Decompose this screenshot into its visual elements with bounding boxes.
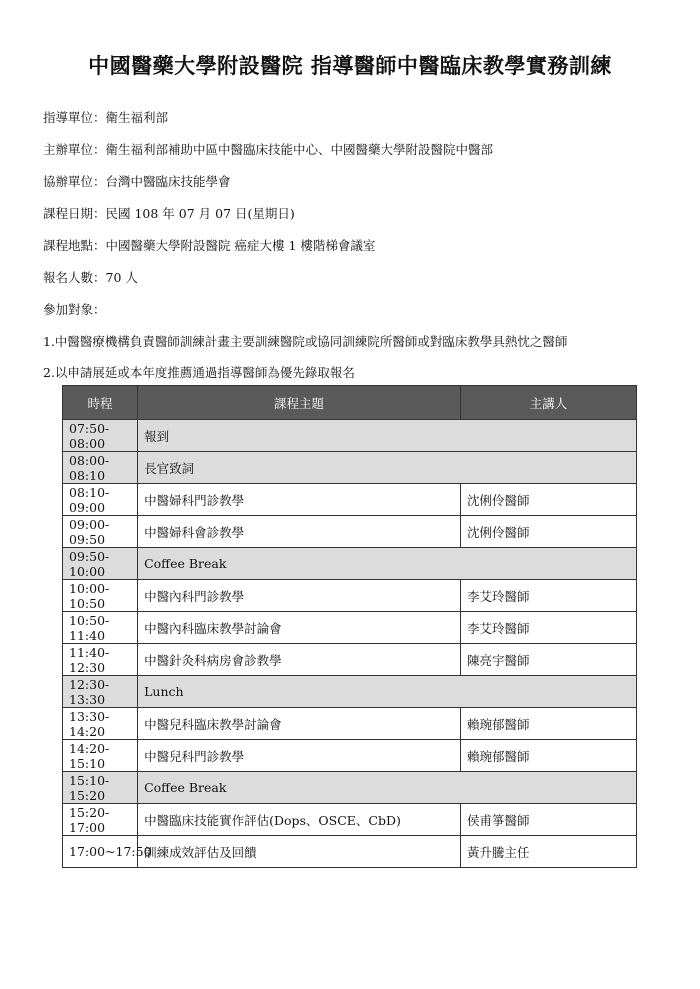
row-topic: 中醫臨床技能實作評估(Dops、OSCE、CbD) <box>138 804 461 836</box>
info-course-location: 課程地點：中國醫藥大學附設醫院 癌症大樓 1 樓階梯會議室 <box>43 238 376 253</box>
row-topic: 中醫針灸科病房會診教學 <box>138 644 461 676</box>
row-topic: 中醫婦科會診教學 <box>138 516 461 548</box>
row-time: 09:50-10:00 <box>63 548 138 580</box>
header-speaker: 主講人 <box>461 386 637 420</box>
row-speaker: 李艾玲醫師 <box>461 580 637 612</box>
header-time: 時程 <box>63 386 138 420</box>
table-row <box>63 548 637 580</box>
table-row <box>63 420 637 452</box>
row-time: 10:00-10:50 <box>63 580 138 612</box>
row-speaker: 沈俐伶醫師 <box>461 516 637 548</box>
info-organizer: 主辦單位：衛生福利部補助中區中醫臨床技能中心、中國醫藥大學附設醫院中醫部 <box>43 142 494 157</box>
row-speaker: 李艾玲醫師 <box>461 612 637 644</box>
table-row <box>63 644 637 676</box>
table-row <box>63 804 637 836</box>
table-row <box>63 772 637 804</box>
info-supervising-unit: 指導單位：衛生福利部 <box>43 110 169 125</box>
row-topic: Lunch <box>138 676 637 708</box>
row-time: 15:10-15:20 <box>63 772 138 804</box>
info-course-date: 課程日期：民國 108 年 07 月 07 日(星期日) <box>43 206 295 221</box>
row-topic: Coffee Break <box>138 772 637 804</box>
table-row <box>63 516 637 548</box>
row-time: 17:00~17:50 <box>63 836 138 868</box>
row-topic: 中醫兒科門診教學 <box>138 740 461 772</box>
row-time: 07:50-08:00 <box>63 420 138 452</box>
row-time: 10:50-11:40 <box>63 612 138 644</box>
row-time: 12:30-13:30 <box>63 676 138 708</box>
note-audience-1: 1.中醫醫療機構負責醫師訓練計畫主要訓練醫院或協同訓練院所醫師或對臨床教學具熱忱之醫師 <box>43 334 568 349</box>
table-header-row <box>63 386 637 420</box>
row-topic: Coffee Break <box>138 548 637 580</box>
table-row <box>63 580 637 612</box>
table-row <box>63 708 637 740</box>
row-topic: 報到 <box>138 420 637 452</box>
table-row <box>63 612 637 644</box>
row-topic: 訓練成效評估及回饋 <box>138 836 461 868</box>
header-topic: 課程主題 <box>138 386 461 420</box>
row-time: 11:40-12:30 <box>63 644 138 676</box>
table-row <box>63 836 637 868</box>
row-speaker: 賴琬郁醫師 <box>461 708 637 740</box>
row-speaker: 侯甫箏醫師 <box>461 804 637 836</box>
row-topic: 中醫兒科臨床教學討論會 <box>138 708 461 740</box>
row-time: 08:10-09:00 <box>63 484 138 516</box>
row-topic: 中醫婦科門診教學 <box>138 484 461 516</box>
info-enrollment: 報名人數：70 人 <box>43 270 138 285</box>
info-co-organizer: 協辦單位：台灣中醫臨床技能學會 <box>43 174 231 189</box>
row-time: 09:00-09:50 <box>63 516 138 548</box>
table-row <box>63 452 637 484</box>
row-time: 15:20-17:00 <box>63 804 138 836</box>
row-speaker: 黃升騰主任 <box>461 836 637 868</box>
table-row <box>63 676 637 708</box>
table-row <box>63 740 637 772</box>
row-speaker: 賴琬郁醫師 <box>461 740 637 772</box>
row-time: 08:00-08:10 <box>63 452 138 484</box>
row-topic: 長官致詞 <box>138 452 637 484</box>
page-title: 中國醫藥大學附設醫院 指導醫師中醫臨床教學實務訓練 <box>88 54 612 78</box>
row-topic: 中醫內科門診教學 <box>138 580 461 612</box>
schedule-table <box>62 385 637 868</box>
row-speaker: 陳亮宇醫師 <box>461 644 637 676</box>
row-time: 14:20-15:10 <box>63 740 138 772</box>
info-target-audience: 參加對象： <box>43 302 106 317</box>
row-topic: 中醫內科臨床教學討論會 <box>138 612 461 644</box>
table-row <box>63 484 637 516</box>
note-audience-2: 2.以申請展延或本年度推薦通過指導醫師為優先錄取報名 <box>43 365 355 380</box>
row-speaker: 沈俐伶醫師 <box>461 484 637 516</box>
row-time: 13:30-14:20 <box>63 708 138 740</box>
